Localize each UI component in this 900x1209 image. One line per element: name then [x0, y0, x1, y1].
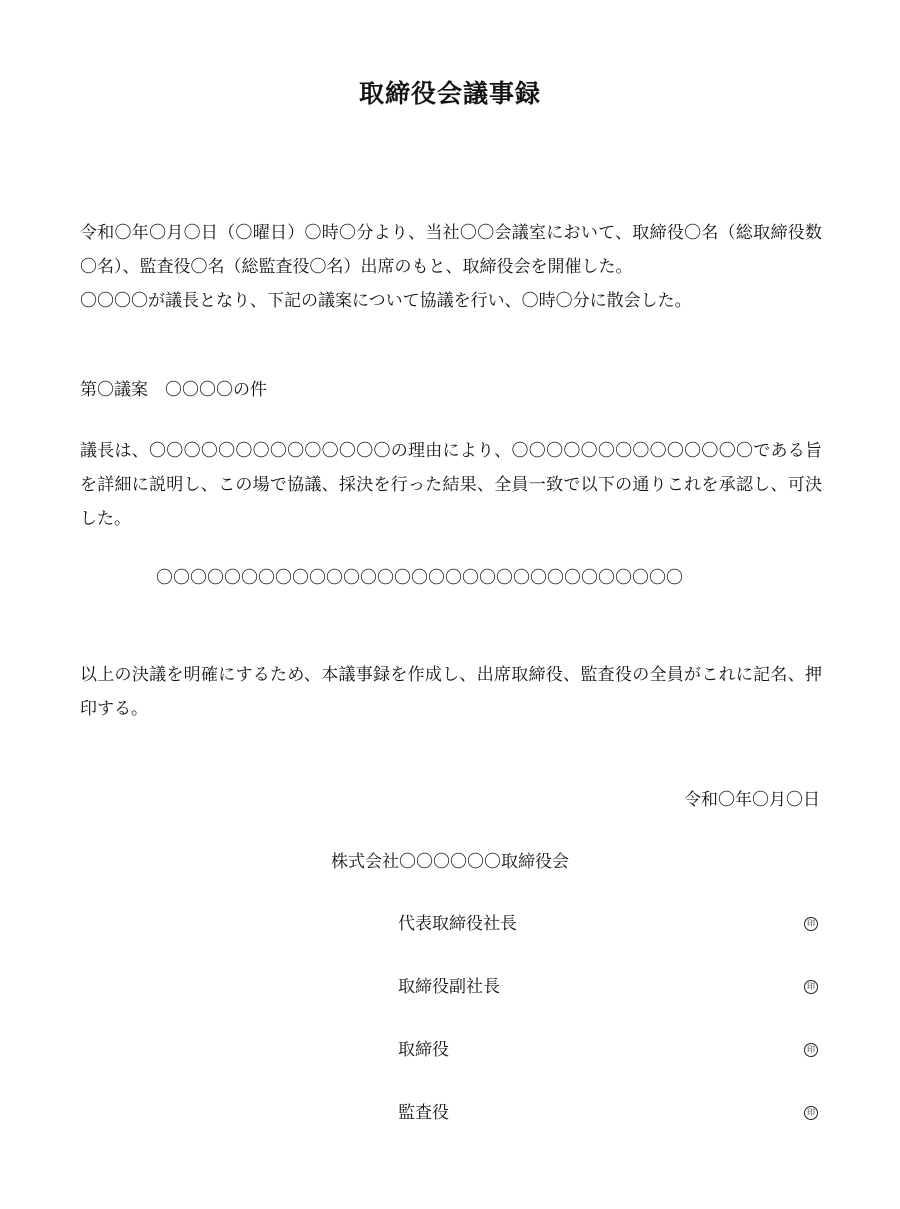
seal-mark-icon: 印 — [804, 1043, 818, 1057]
intro-line-1: 令和〇年〇月〇日（〇曜日）〇時〇分より、当社〇〇会議室において、取締役〇名（総取締役数〇名）、監査役〇名（総監査役〇名）出席のもと、取締役会を開催した。 — [80, 223, 822, 277]
intro-line-2: 〇〇〇〇が議長となり、下記の議案について協議を行い、〇時〇分に散会した。 — [80, 291, 692, 311]
document-date: 令和〇年〇月〇日 — [684, 790, 820, 810]
document-title: 取締役会議事録 — [358, 79, 541, 108]
agenda-body: 議長は、〇〇〇〇〇〇〇〇〇〇〇〇〇〇の理由により、〇〇〇〇〇〇〇〇〇〇〇〇〇〇である旨を詳細に説明し、この場で協議、採決を行った結果、全員一致で以下の通りこれを承認し、可決した。 — [80, 441, 822, 529]
seal-mark-icon: 印 — [804, 917, 818, 931]
resolution-text: 〇〇〇〇〇〇〇〇〇〇〇〇〇〇〇〇〇〇〇〇〇〇〇〇〇〇〇〇〇〇〇 — [156, 568, 683, 588]
seal-mark-icon: 印 — [804, 980, 818, 994]
agenda-heading: 第〇議案 〇〇〇〇の件 — [80, 380, 267, 400]
signatory-title: 取締役 — [398, 1040, 449, 1060]
board-name: 株式会社〇〇〇〇〇〇取締役会 — [331, 852, 569, 872]
signature-row-vice-president — [398, 973, 822, 1001]
seal-mark-icon: 印 — [804, 1106, 818, 1120]
agenda-paragraph — [80, 434, 822, 536]
signatory-title: 代表取締役社長 — [398, 914, 517, 934]
closing-paragraph — [80, 658, 822, 726]
intro-paragraph — [80, 216, 822, 318]
signature-row-president — [398, 910, 822, 938]
signature-row-auditor — [398, 1099, 822, 1127]
signature-row-director — [398, 1036, 822, 1064]
signatory-title: 取締役副社長 — [398, 977, 500, 997]
signatory-title: 監査役 — [398, 1103, 449, 1123]
closing-text: 以上の決議を明確にするため、本議事録を作成し、出席取締役、監査役の全員がこれに記名、押印する。 — [80, 665, 822, 719]
